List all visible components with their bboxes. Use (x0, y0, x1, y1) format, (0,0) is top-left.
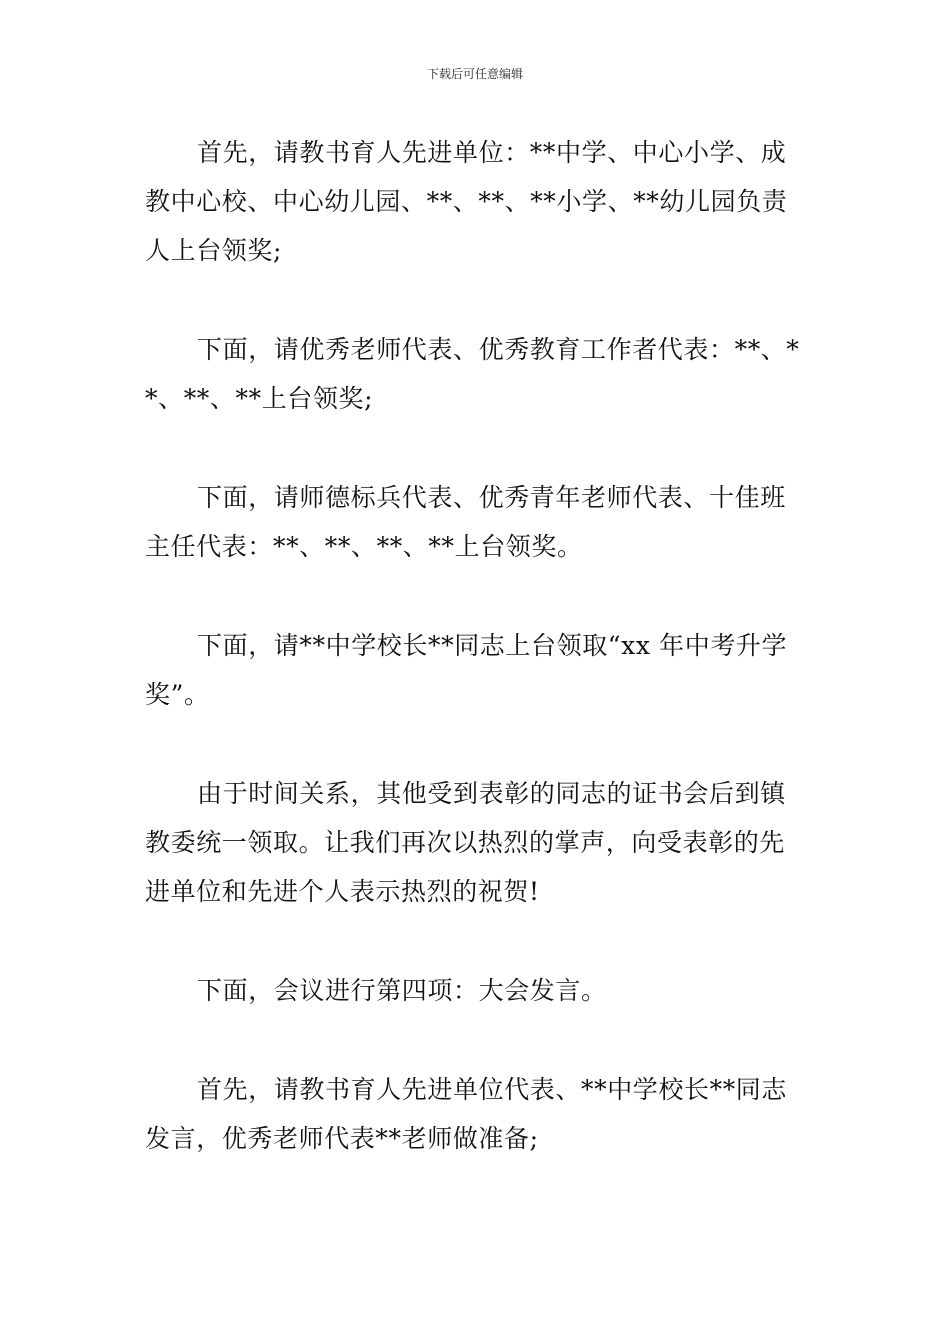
paragraph-4 (145, 621, 805, 719)
text-line: 进单位和先进个人表示热烈的祝贺! (145, 877, 540, 906)
text-line: 人上台领奖; (145, 236, 283, 265)
paragraph-7 (145, 1065, 805, 1163)
text-line: 首先，请教书育人先进单位代表、**中学校长**同志 (197, 1075, 788, 1104)
paragraph-6 (145, 966, 805, 1015)
text-line: 由于时间关系，其他受到表彰的同志的证书会后到镇 (197, 779, 786, 808)
paragraph-1 (145, 128, 805, 275)
text-line: *、**、**上台领奖; (145, 384, 374, 413)
text-line: 教中心校、中心幼儿园、**、**、**小学、**幼儿园负责 (145, 187, 788, 216)
text-line: 发言，优秀老师代表**老师做准备; (145, 1124, 539, 1153)
text-line: 首先，请教书育人先进单位：**中学、中心小学、成 (197, 138, 787, 167)
paragraph-5 (145, 769, 805, 916)
page-header: 下载后可任意编辑 (426, 67, 523, 81)
text-line: 下面，请师德标兵代表、优秀青年老师代表、十佳班 (197, 483, 786, 512)
paragraph-3 (145, 473, 805, 571)
text-line: 下面，请**中学校长**同志上台领取“xx 年中考升学 (197, 631, 788, 660)
text-line: 奖”。 (145, 680, 210, 709)
text-line: 下面，会议进行第四项：大会发言。 (197, 976, 607, 1005)
text-line: 教委统一领取。让我们再次以热烈的掌声，向受表彰的先 (145, 828, 786, 857)
document-body (145, 128, 805, 1213)
paragraph-2 (145, 325, 805, 423)
text-line: 主任代表：**、**、**、**上台领奖。 (145, 532, 583, 561)
text-line: 下面，请优秀老师代表、优秀教育工作者代表：**、* (197, 335, 800, 364)
